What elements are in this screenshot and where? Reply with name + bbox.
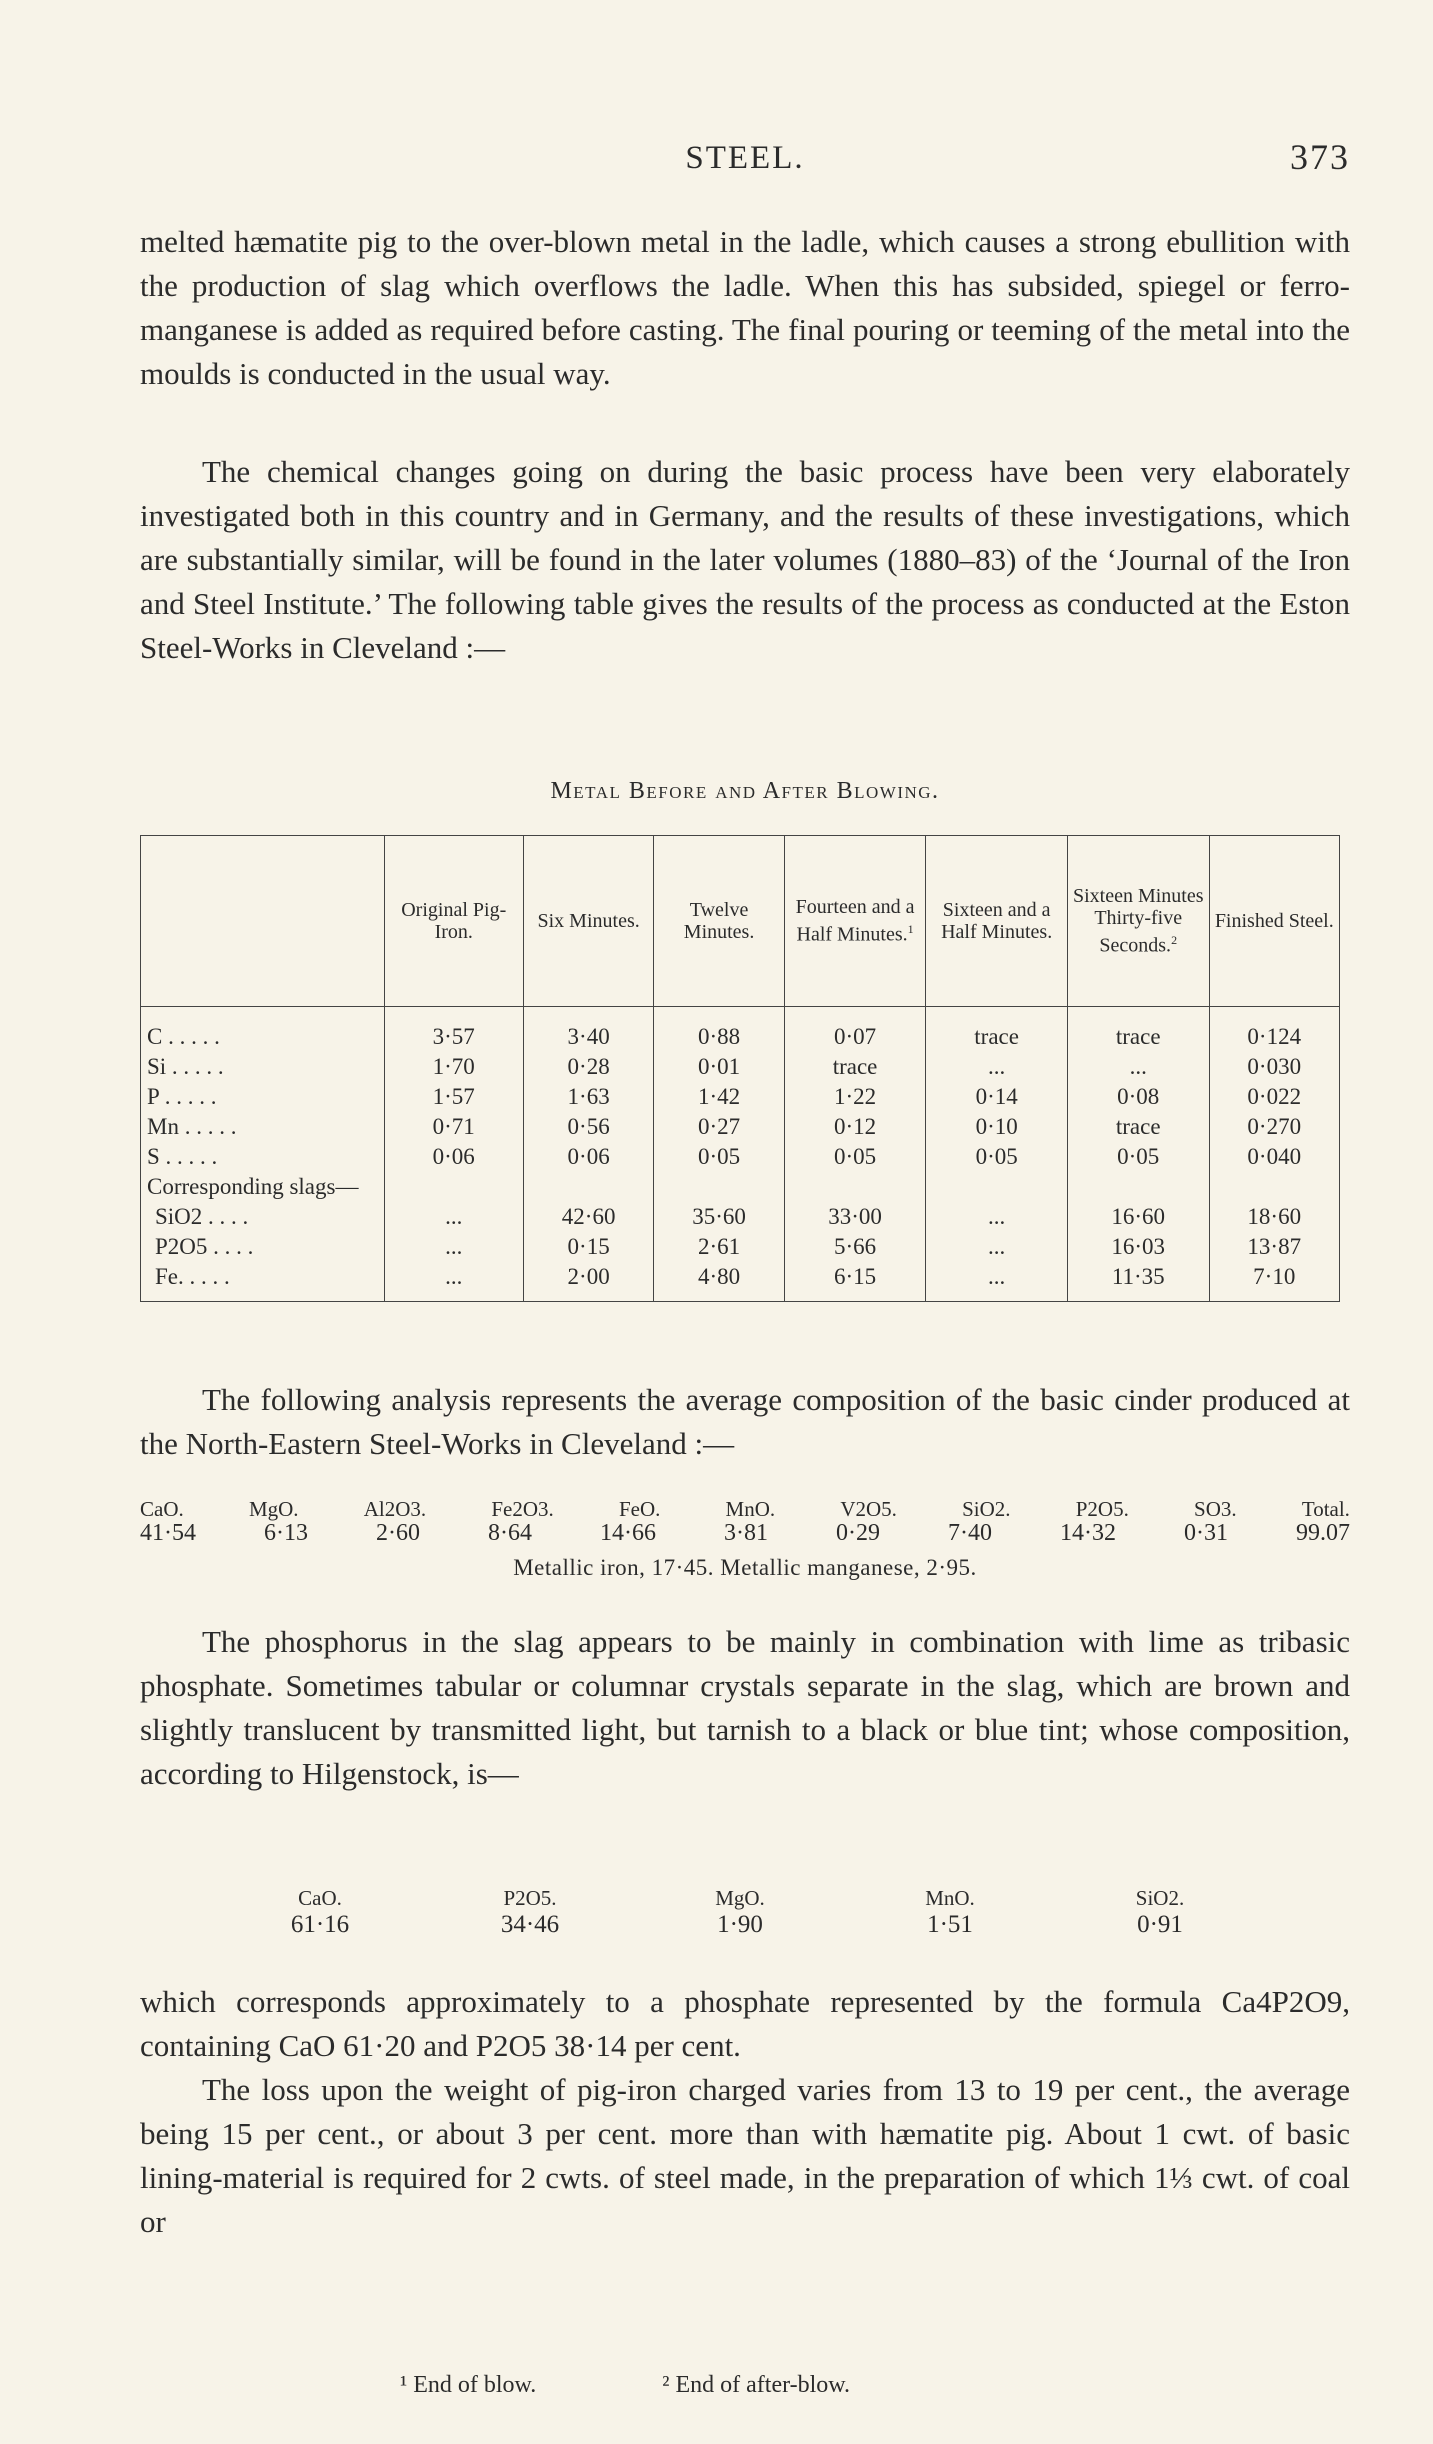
- cell: 0·71: [384, 1111, 523, 1141]
- cell: 0·14: [926, 1081, 1068, 1111]
- cinder-value: 41·54: [140, 1520, 196, 1546]
- cinder-value: 14·32: [1060, 1520, 1116, 1546]
- table-row: [141, 1201, 1340, 1231]
- row-label: SiO2 . . . .: [141, 1201, 385, 1231]
- cinder-value: 3·81: [724, 1520, 768, 1546]
- cell: ...: [1067, 1051, 1209, 1081]
- cinder-value: 6·13: [264, 1520, 308, 1546]
- cell: 1·70: [384, 1051, 523, 1081]
- cell: 0·56: [523, 1111, 653, 1141]
- col-header: Finished Steel.: [1209, 836, 1339, 1007]
- hilgenstock-label: MnO.: [925, 1886, 975, 1910]
- paragraph-5b-text: The loss upon the weight of pig-iron charged varies from 13 to 19 per cent., the average being 15 per cent., or about 3 per cent. more than with hæmatite pig. About 1 cwt. of basic lining-material is required for 2 cwts. of steel made, in the preparation of which 1⅓ cwt. of coal or: [140, 2072, 1350, 2239]
- row-label: Mn . . . . .: [141, 1111, 385, 1141]
- cell: ...: [926, 1231, 1068, 1261]
- hilgenstock-value: 1·90: [717, 1911, 763, 1938]
- cell: 0·05: [1067, 1141, 1209, 1171]
- cinder-analysis: [140, 1497, 1350, 1581]
- hilgenstock-value: 34·46: [500, 1911, 560, 1938]
- cell: trace: [926, 1007, 1068, 1052]
- cell: 1·63: [523, 1081, 653, 1111]
- cinder-label: Al2O3.: [363, 1497, 427, 1521]
- cell: 11·35: [1067, 1261, 1209, 1302]
- cell: [1067, 1171, 1209, 1201]
- footnotes: [400, 2372, 970, 2399]
- cinder-value: 8·64: [488, 1520, 532, 1546]
- cell: 16·60: [1067, 1201, 1209, 1231]
- cell: 2·61: [654, 1231, 784, 1261]
- cell: ...: [926, 1201, 1068, 1231]
- cell: ...: [384, 1201, 523, 1231]
- metal-table: [140, 835, 1340, 1302]
- cell: ...: [384, 1261, 523, 1302]
- col-header: [784, 836, 926, 1007]
- col-header: Six Minutes.: [523, 836, 653, 1007]
- table-row: [141, 1171, 1340, 1201]
- footnote-1: ¹ End of blow.: [400, 2372, 537, 2398]
- cell: 0·27: [654, 1111, 784, 1141]
- paragraph-3-text: The following analysis represents the average composition of the basic cinder produced at the North-Eastern Steel-Works in Cleveland :—: [140, 1382, 1350, 1461]
- cell: 1·42: [654, 1081, 784, 1111]
- table-row: [141, 1051, 1340, 1081]
- cell: 0·030: [1209, 1051, 1339, 1081]
- page-header: [140, 137, 1350, 190]
- cell: [1209, 1171, 1339, 1201]
- cell: 2·00: [523, 1261, 653, 1302]
- cinder-label: MnO.: [725, 1497, 776, 1521]
- cell: [523, 1171, 653, 1201]
- table-header-row: [141, 836, 1340, 1007]
- cinder-value: 0·29: [836, 1520, 880, 1546]
- paragraph-4-text: The phosphorus in the slag appears to be mainly in combination with lime as tribasic phosphate. Sometimes tabular or columnar crystals separate in the slag, which are brown and slightly translucent by transmitted light, but tarnish to a black or blue tint; whose composition, according to Hilgenstock, is—: [140, 1624, 1350, 1791]
- cinder-values: [140, 1520, 1350, 1547]
- paragraph-5a-text: which corresponds approximately to a phosphate represented by the formula Ca4P2O9, containing CaO 61·20 and P2O5 38·14 per cent.: [140, 1984, 1350, 2063]
- cinder-label: CaO.: [140, 1497, 184, 1521]
- cinder-label: P2O5.: [1075, 1497, 1129, 1521]
- hilgenstock-label: P2O5.: [503, 1886, 557, 1910]
- row-label: C . . . . .: [141, 1007, 385, 1052]
- cell: 42·60: [523, 1201, 653, 1231]
- table-row: [141, 1111, 1340, 1141]
- cell: 33·00: [784, 1201, 926, 1231]
- cell: [926, 1171, 1068, 1201]
- row-label: Si . . . . .: [141, 1051, 385, 1081]
- row-label: Fe. . . . .: [141, 1261, 385, 1302]
- paragraph-3: [140, 1378, 1350, 1466]
- cell: 0·06: [384, 1141, 523, 1171]
- cinder-metallic-note: Metallic iron, 17·45. Metallic manganese, 2·95.: [513, 1555, 977, 1580]
- table-row: [141, 1081, 1340, 1111]
- hilgenstock-label: SiO2.: [1135, 1886, 1185, 1910]
- cinder-value: 0·31: [1184, 1520, 1228, 1546]
- cell: 0·28: [523, 1051, 653, 1081]
- cinder-label: MgO.: [248, 1497, 299, 1521]
- paragraph-4: [140, 1620, 1350, 1796]
- cell: 0·06: [523, 1141, 653, 1171]
- cell: 6·15: [784, 1261, 926, 1302]
- cell: 0·15: [523, 1231, 653, 1261]
- paragraph-2-text: The chemical changes going on during the basic process have been very elaborately investigated both in this country and in Germany, and the results of these investigations, which are substantially similar, will be found in the later volumes (1880–83) of the ‘Journal of the Iron and Steel Institute.’ The following table gives the results of the process as conducted at the Eston Steel-Works in Cleveland :—: [140, 454, 1350, 665]
- cell: 0·07: [784, 1007, 926, 1052]
- hilgenstock-label: MgO.: [715, 1886, 765, 1910]
- cell: 0·270: [1209, 1111, 1339, 1141]
- hilgenstock-labels: [260, 1886, 1220, 1911]
- cell: 0·10: [926, 1111, 1068, 1141]
- table-corner: [141, 836, 385, 1007]
- cinder-label: SO3.: [1194, 1497, 1237, 1521]
- col-header: Original Pig-Iron.: [384, 836, 523, 1007]
- cell: ...: [926, 1051, 1068, 1081]
- cell: 1·57: [384, 1081, 523, 1111]
- cell: 35·60: [654, 1201, 784, 1231]
- table-row: [141, 1231, 1340, 1261]
- footnote-mark: 2: [1171, 933, 1178, 948]
- row-label: P2O5 . . . .: [141, 1231, 385, 1261]
- paragraph-2: [140, 450, 1350, 670]
- paragraph-1: [140, 220, 1350, 396]
- col-header: Twelve Minutes.: [654, 836, 784, 1007]
- table-row: [141, 1141, 1340, 1171]
- cinder-value: 7·40: [948, 1520, 992, 1546]
- table-caption: Metal Before and After Blowing.: [550, 778, 940, 804]
- cell: trace: [784, 1051, 926, 1081]
- cell: 0·05: [654, 1141, 784, 1171]
- hilgenstock-analysis: [260, 1886, 1220, 1939]
- col-header-text: Sixteen Minutes Thirty-five Seconds.: [1072, 885, 1204, 957]
- paragraph-5: [140, 1980, 1350, 2244]
- cell: 18·60: [1209, 1201, 1339, 1231]
- cell: 0·88: [654, 1007, 784, 1052]
- cell: 0·05: [784, 1141, 926, 1171]
- hilgenstock-value: 61·16: [290, 1911, 350, 1938]
- cell: trace: [1067, 1007, 1209, 1052]
- cell: 1·22: [784, 1081, 926, 1111]
- cell: [384, 1171, 523, 1201]
- hilgenstock-value: 1·51: [927, 1911, 973, 1938]
- cell: 0·124: [1209, 1007, 1339, 1052]
- cinder-label: V2O5.: [840, 1497, 897, 1521]
- table-row: [141, 1007, 1340, 1052]
- footnote-mark: 1: [907, 922, 914, 937]
- cell: 0·12: [784, 1111, 926, 1141]
- page-number: 373: [1290, 137, 1350, 177]
- cinder-value: 99.07: [1296, 1520, 1350, 1546]
- cell: [784, 1171, 926, 1201]
- cell: 0·01: [654, 1051, 784, 1081]
- cell: ...: [384, 1231, 523, 1261]
- hilgenstock-label: CaO.: [298, 1886, 342, 1910]
- cell: 16·03: [1067, 1231, 1209, 1261]
- row-label: S . . . . .: [141, 1141, 385, 1171]
- cell: 0·05: [926, 1141, 1068, 1171]
- cinder-labels: [140, 1497, 1350, 1522]
- cell: 0·08: [1067, 1081, 1209, 1111]
- cell: 3·57: [384, 1007, 523, 1052]
- paragraph-1-text: melted hæmatite pig to the over-blown metal in the ladle, which causes a strong ebullition with the production of slag which overflows the ladle. When this has subsided, spiegel or ferro-manganese is added as required before casting. The final pouring or teeming of the metal into the moulds is conducted in the usual way.: [140, 224, 1350, 391]
- footnote-2: ² End of after-blow.: [662, 2372, 851, 2398]
- cinder-label: FeO.: [618, 1497, 661, 1521]
- cell: 4·80: [654, 1261, 784, 1302]
- col-header: [1067, 836, 1209, 1007]
- cell: 13·87: [1209, 1231, 1339, 1261]
- table-row: [141, 1261, 1340, 1302]
- cinder-value: 2·60: [376, 1520, 420, 1546]
- cell: ...: [926, 1261, 1068, 1302]
- cell: [654, 1171, 784, 1201]
- running-title: STEEL.: [685, 140, 805, 176]
- hilgenstock-value: 0·91: [1137, 1911, 1183, 1938]
- col-header: Sixteen and a Half Minutes.: [926, 836, 1068, 1007]
- cell: 0·022: [1209, 1081, 1339, 1111]
- cell: trace: [1067, 1111, 1209, 1141]
- cell: 3·40: [523, 1007, 653, 1052]
- hilgenstock-values: [260, 1911, 1220, 1939]
- cinder-label: Total.: [1301, 1497, 1350, 1521]
- cell: 7·10: [1209, 1261, 1339, 1302]
- cinder-label: SiO2.: [962, 1497, 1011, 1521]
- col-header-text: Fourteen and a Half Minutes.: [795, 896, 915, 946]
- cinder-label: Fe2O3.: [491, 1497, 554, 1521]
- cinder-value: 14·66: [600, 1520, 656, 1546]
- cell: 5·66: [784, 1231, 926, 1261]
- row-label: Corresponding slags—: [141, 1171, 385, 1201]
- cell: 0·040: [1209, 1141, 1339, 1171]
- row-label: P . . . . .: [141, 1081, 385, 1111]
